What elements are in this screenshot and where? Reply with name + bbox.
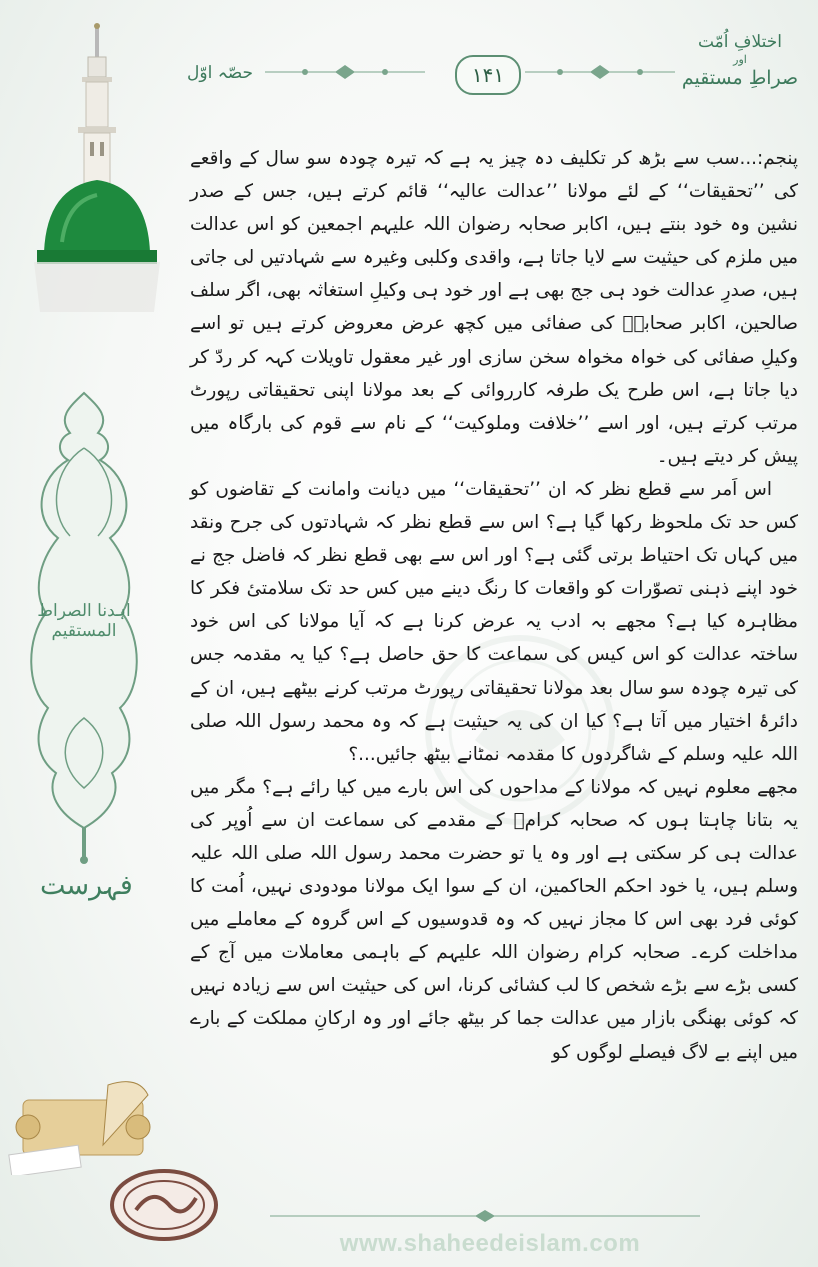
book-title-line2: اور xyxy=(733,53,747,67)
header-ornament-right xyxy=(525,62,675,82)
footer-ornament xyxy=(270,1210,700,1222)
header-ornament-left xyxy=(265,62,425,82)
paragraph-3: مجھے معلوم نہیں کہ مولانا کے مداحوں کی اس بارے میں کیا رائے ہے؟ مگر میں یہ بتانا چاہتا ہوں کہ صحابہ کرامؓ کے مقدمے کی سماعت ان سے اُوپر کی عدالت ہی کر سکتی ہے اور وہ یا تو حضرت محمد رسول اللہ صلی اللہ علیہ وسلم ہیں، یا خود احکم الحاکمین، ان کے سوا ایک مولانا مودودی نہیں، اُمت کا کوئی فرد بھی اس کا مجاز نہیں کہ وہ قدوسیوں کے اس گروہ کے معاملے میں مداخلت کرے۔ صحابہ کرام رضوان اللہ علیہم کے باہمی معاملات میں آج کے کسی بڑے سے بڑے شخص کا لب کشائی کرنا، اس کی حیثیت اس سے زیادہ نہیں کہ کوئی بھنگی بازار میں عدالت جما کر بیٹھ جائے اور وہ ارکانِ مملکت کے بارے میں اپنے بے لاگ فیصلے لوگوں کو xyxy=(190,776,798,1063)
body-text xyxy=(190,142,798,1069)
publisher-seal-logo xyxy=(108,1168,220,1242)
green-dome-illustration xyxy=(22,12,172,312)
book-title-line1: اختلافِ اُمّت xyxy=(697,32,783,52)
book-title xyxy=(680,32,800,91)
page-number: ۱۴۱ xyxy=(455,55,521,95)
cartouche-calligraphy: اہدنا الصراط المستقیم xyxy=(37,601,131,641)
paragraph-1: پنجم:...سب سے بڑھ کر تکلیف دہ چیز یہ ہے کہ تیرہ چودہ سو سال کے واقعے کی ’’تحقیقات‘‘ کے لئے مولانا ’’عدالت عالیہ‘‘ قائم کرتے ہیں، جس کے صدر نشین وہ خود بنتے ہیں، اکابر صحابہ رضوان اللہ علیہم اجمعین کو اس عدالت میں ملزم کی حیثیت سے لایا جاتا ہے، واقدی وکلبی وغیرہ سے شہادتیں لی جاتی ہیں، صدرِ عدالت خود ہی جج بھی ہے اور خود ہی وکیلِ استغاثہ بھی، اگر سلف صالحین، اکابر صحابہؓ کی صفائی میں کچھ عرض معروض کرتے ہیں تو اسے وکیلِ صفائی کی خواہ مخواہ سخن سازی اور غیر معقول تاویلات کہہ کر ردّ کر دیا جاتا ہے، اس طرح یک طرفہ کارروائی کے بعد مولانا اپنی تحقیقاتی رپورٹ مرتب کرتے ہیں، اور اسے ’’خلافت وملوکیت‘‘ کے نام سے قوم کی بارگاہ میں پیش کر دیتے ہیں۔ xyxy=(190,148,798,467)
scroll-quill-icon xyxy=(8,1075,158,1175)
table-of-contents-link[interactable]: فہرست xyxy=(40,870,133,901)
paragraph-2: اس اَمر سے قطع نظر کہ ان ’’تحقیقات‘‘ میں دیانت وامانت کے تقاضوں کو کس حد تک ملحوظ رکھا گیا ہے؟ اس سے قطع نظر کہ شہادتوں کی جرح ونقد میں کہاں تک احتیاط برتی گئی ہے؟ اور اس سے بھی قطع نظر کہ فاضل جج نے خود اپنے ذہنی تصوّرات کو واقعات کا رنگ دینے میں کس حد تک سلامتیٔ فکر کا مظاہرہ کیا ہے؟ مجھے بہ ادب یہ عرض کرنا ہے کہ آیا مولانا کی اس خود ساختہ عدالت کو اس کیس کی سماعت کا حق حاصل ہے؟ کیا یہ مقدمہ جس کی تیرہ چودہ سو سال بعد مولانا تحقیقاتی رپورٹ مرتب کرنے بیٹھے ہیں، ان کے دائرۂ اختیار میں آتا ہے؟ کیا ان کی یہ حیثیت ہے کہ وہ محمد رسول اللہ صلی اللہ علیہ وسلم کے شاگردوں کا مقدمہ نمٹانے بیٹھ جائیں...؟ xyxy=(190,478,798,765)
website-url-link[interactable]: www.shaheedeislam.com xyxy=(339,1230,641,1257)
book-title-line3: صراطِ مستقیم xyxy=(681,67,799,89)
part-label: حصّہ اوّل xyxy=(187,63,253,83)
